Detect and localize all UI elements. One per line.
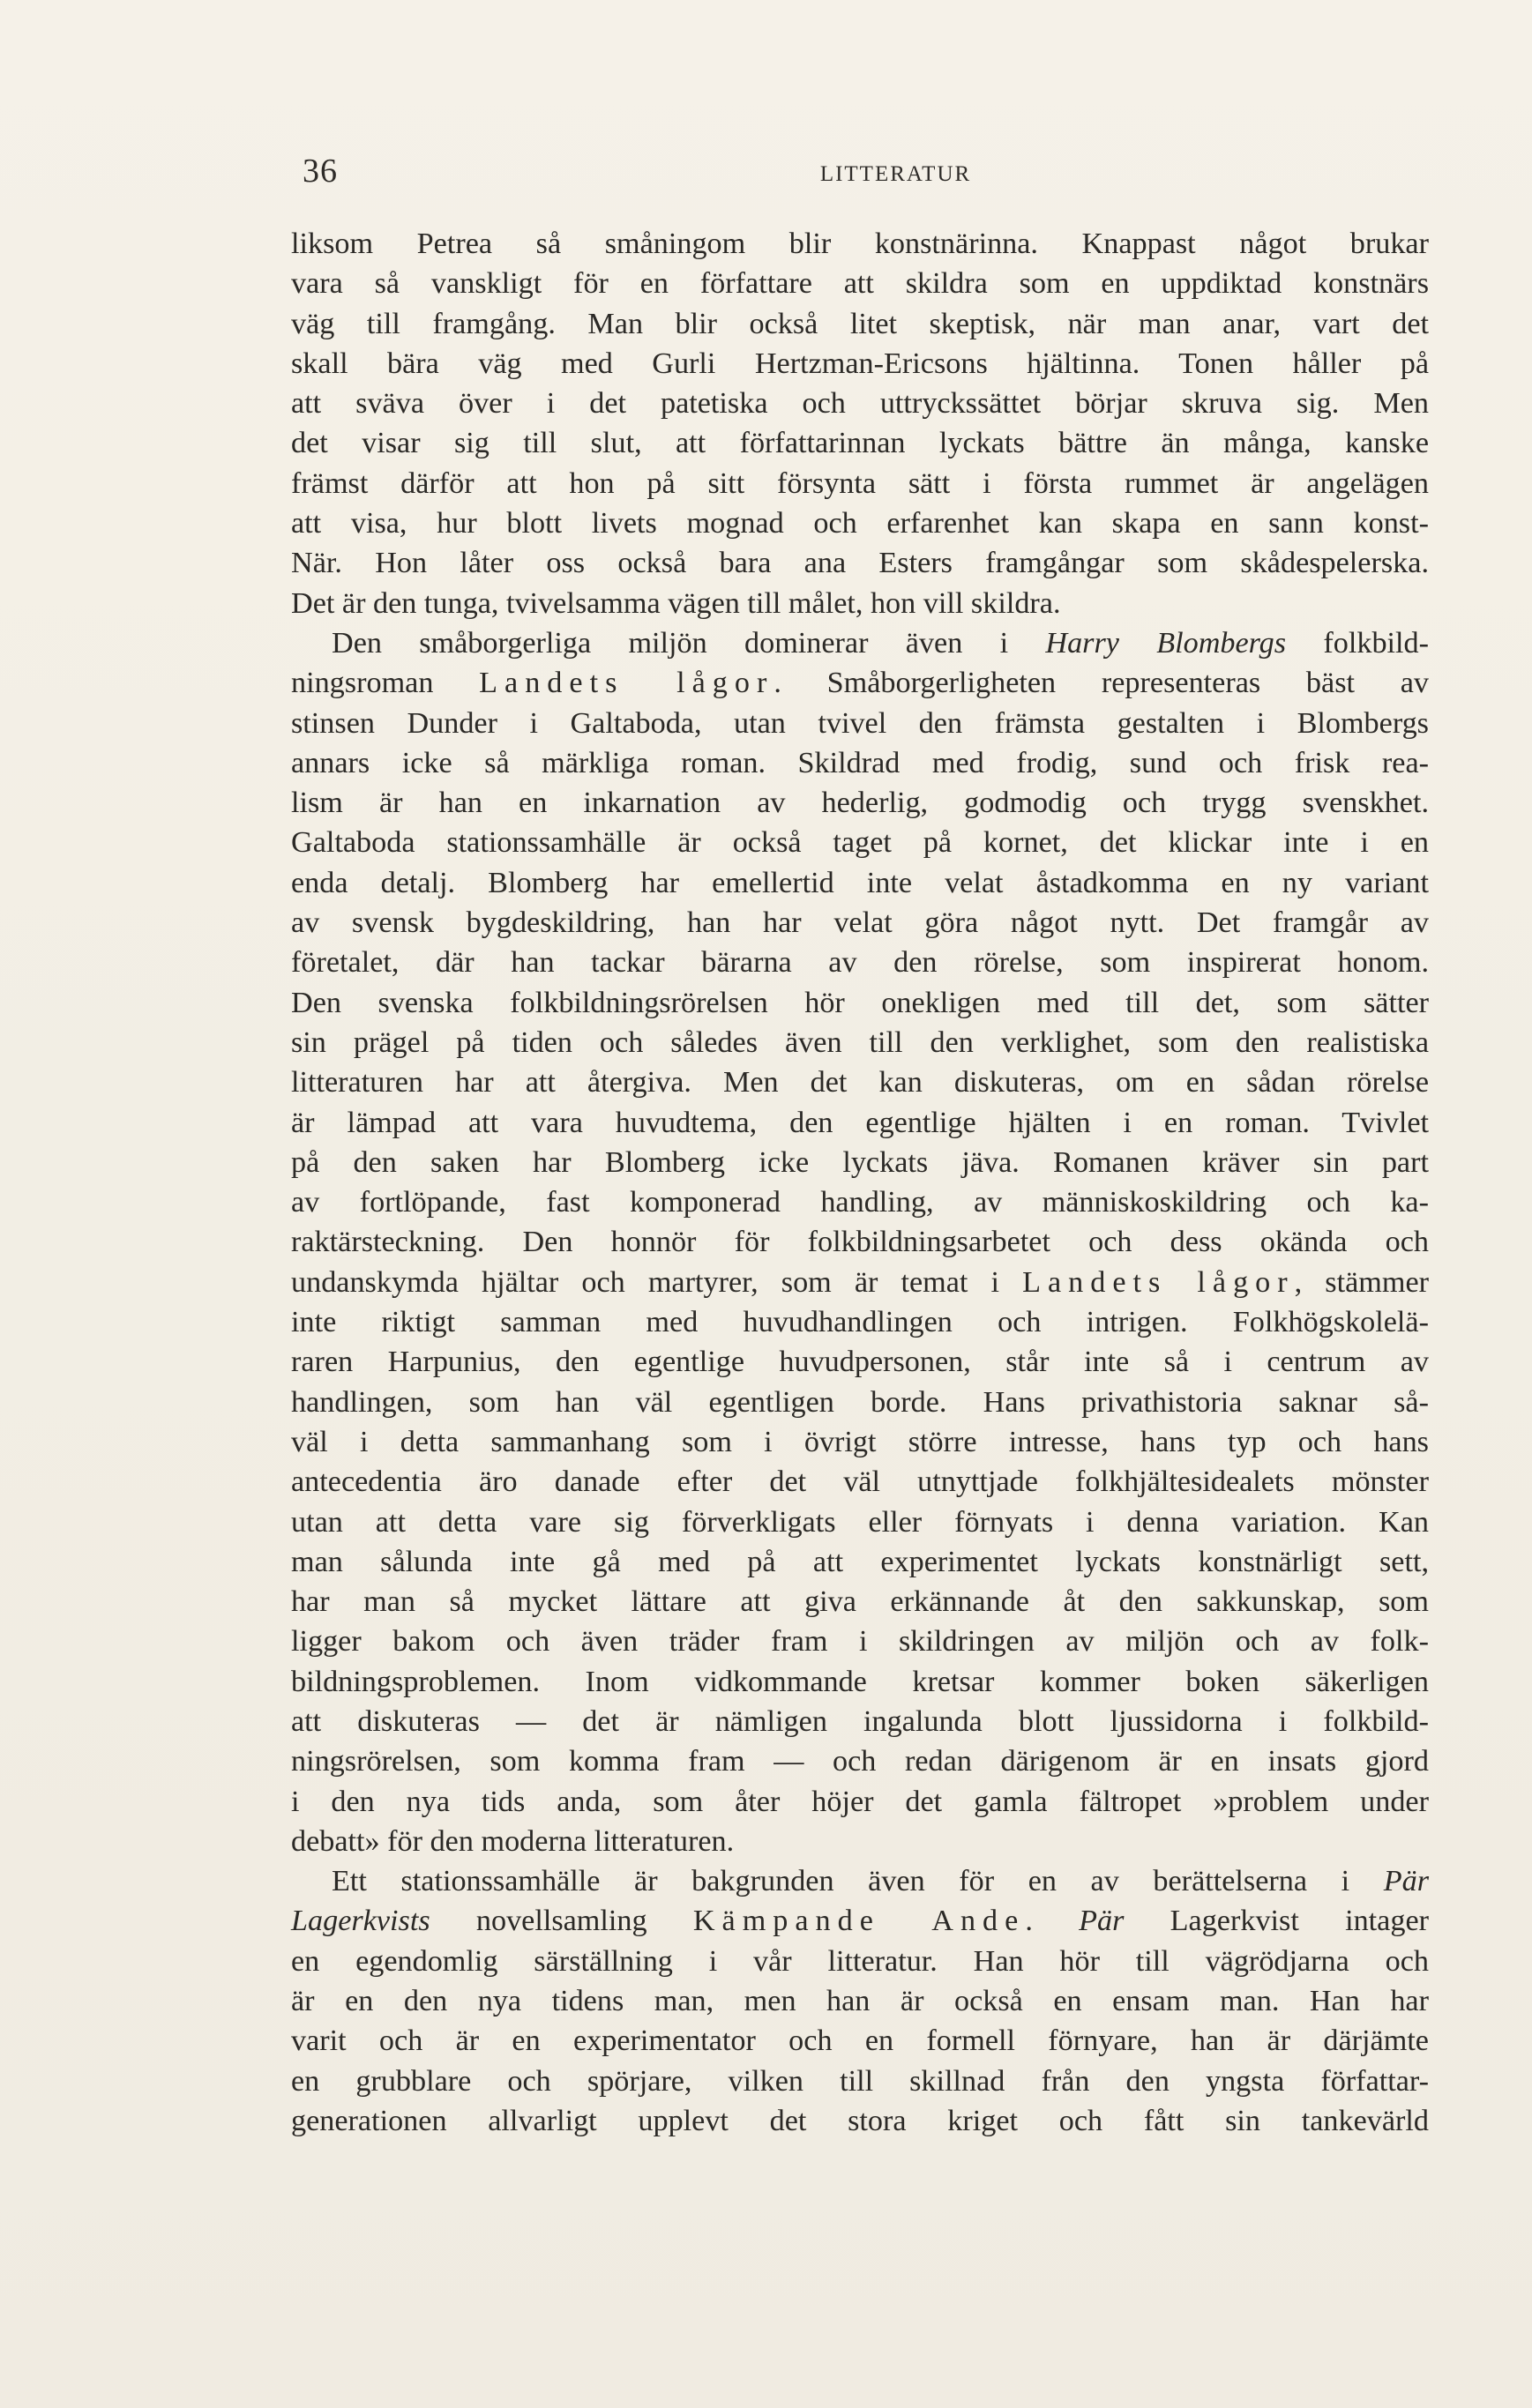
text-line: i den nya tids anda, som åter höjer det gamla fältropet »problem under — [291, 1785, 1429, 1818]
text-line: Det är den tunga, tvivelsamma vägen till målet, hon vill skildra. — [291, 586, 1061, 620]
text-line: väl i detta sammanhang som i övrigt större intresse, hans typ och hans — [291, 1425, 1429, 1458]
text-line: varit och är en experimentator och en formell förnyare, han är därjämte — [291, 2024, 1429, 2058]
text-line: är lämpad att vara huvudtema, den egentlige hjälten i en roman. Tvivlet — [291, 1106, 1429, 1139]
text-line: att visa, hur blott livets mognad och erfarenhet kan skapa en sann konst- — [291, 507, 1429, 540]
text-line: Den svenska folkbildningsrörelsen hör onekligen med till det, som sätter — [291, 986, 1429, 1019]
text-line: företalet, där han tackar bärarna av den rörelse, som inspirerat honom. — [291, 946, 1429, 980]
text-line: främst därför att hon på sitt försynta sätt i första rummet är angelägen — [291, 466, 1429, 500]
text-line: ningsrörelsen, som komma fram — och redan därigenom är en insats gjord — [291, 1745, 1429, 1778]
text-line: man sålunda inte gå med på att experimentet lyckats konstnärligt sett, — [291, 1545, 1429, 1578]
text-line: en grubblare och spörjare, vilken till skillnad från den yngsta författar- — [291, 2064, 1429, 2098]
body-text — [291, 224, 1429, 2141]
text-line: handlingen, som han väl egentligen borde. Hans privathistoria saknar så- — [291, 1385, 1429, 1419]
text-line: enda detalj. Blomberg har emellertid inte velat åstadkomma en ny variant — [291, 866, 1429, 899]
text-line: är en den nya tidens man, men han är också en ensam man. Han har — [291, 1985, 1429, 2018]
text-line: utan att detta vare sig förverkligats eller förnyats i denna variation. Kan — [291, 1505, 1429, 1539]
spaced-title: Kämpande Ande — [692, 1905, 1026, 1938]
text-line: att sväva över i det patetiska och uttryckssättet börjar skruva sig. Men — [291, 387, 1429, 421]
text-line: generationen allvarligt upplevt det stora kriget och fått sin tankevärld — [291, 2104, 1429, 2137]
text-line: bildningsproblemen. Inom vidkommande kretsar kommer boken säkerligen — [291, 1665, 1429, 1698]
text-line: ligger bakom och även träder fram i skildringen av miljön och av folk- — [291, 1625, 1429, 1659]
text-line: stinsen Dunder i Galtaboda, utan tvivel den främsta gestalten i Blombergs — [291, 706, 1429, 740]
text-line: av svensk bygdeskildring, han har velat göra något nytt. Det framgår av — [291, 906, 1429, 940]
page-header — [303, 152, 1436, 196]
italic-name: Pär — [1079, 1905, 1125, 1938]
text-line: det visar sig till slut, att författarinnan lyckats bättre än många, kanske — [291, 427, 1429, 460]
text-line: inte riktigt samman med huvudhandlingen och intrigen. Folkhögskolelä- — [291, 1306, 1429, 1339]
text-line: liksom Petrea så småningom blir konstnärinna. Knappast något brukar — [291, 227, 1429, 260]
spaced-title: Landets lågor — [479, 667, 774, 700]
text-line: skall bära väg med Gurli Hertzman-Ericsons hjältinna. Tonen håller på — [291, 347, 1429, 380]
text-line: har man så mycket lättare att giva erkännande åt den sakkunskap, som — [291, 1585, 1429, 1619]
text-line: debatt» för den moderna litteraturen. — [291, 1824, 735, 1858]
text-line: Ett stationssamhälle är bakgrunden även för en av berättelserna i Pär — [332, 1865, 1429, 1898]
text-line: raren Harpunius, den egentlige huvudpersonen, står inte så i centrum av — [291, 1346, 1429, 1379]
page-number: 36 — [303, 153, 338, 190]
text-line: antecedentia äro danade efter det väl utnyttjade folkhjältesidealets mönster — [291, 1465, 1429, 1499]
text-line: att diskuteras — det är nämligen ingalunda blott ljussidorna i folkbild- — [291, 1704, 1429, 1738]
text-line: När. Hon låter oss också bara ana Esters framgångar som skådespelerska. — [291, 547, 1429, 580]
running-head: LITTERATUR — [819, 162, 972, 186]
text-line: en egendomlig särställning i vår litteratur. Han hör till vägrödjarna och — [291, 1944, 1429, 1978]
italic-name: Lagerkvists — [291, 1905, 430, 1938]
italic-name: Pär — [1383, 1865, 1429, 1898]
text-line: väg till framgång. Man blir också litet skeptisk, när man anar, vart det — [291, 307, 1429, 340]
italic-name: Harry Blombergs — [1045, 626, 1287, 660]
text-line: ningsroman Landets lågor. Småborgerligheten representeras bäst av — [291, 667, 1429, 700]
text-line: Lagerkvists novellsamling Kämpande Ande. Pär Lagerkvist intager — [291, 1905, 1430, 1938]
text-line: vara så vanskligt för en författare att skildra som en uppdiktad konstnärs — [291, 267, 1429, 301]
text-line: annars icke så märkliga roman. Skildrad med frodig, sund och frisk rea- — [291, 746, 1429, 779]
text-line: på den saken har Blomberg icke lyckats jäva. Romanen kräver sin part — [291, 1145, 1429, 1179]
text-line: sin prägel på tiden och således även till den verklighet, som den realistiska — [291, 1025, 1429, 1059]
text-line: raktärsteckning. Den honnör för folkbildningsarbetet och dess okända och — [291, 1226, 1429, 1259]
text-line: av fortlöpande, fast komponerad handling, av människoskildring och ka- — [291, 1186, 1429, 1219]
text-line: undanskymda hjältar och martyrer, som är temat i Landets lågor, stämmer — [291, 1265, 1430, 1299]
text-line: Galtaboda stationssamhälle är också taget på kornet, det klickar inte i en — [291, 826, 1429, 860]
spaced-title: Landets lågor — [1022, 1265, 1295, 1299]
text-line: lism är han en inkarnation av hederlig, godmodig och trygg svenskhet. — [291, 787, 1429, 820]
text-line: litteraturen har att återgiva. Men det kan diskuteras, om en sådan rörelse — [291, 1066, 1429, 1100]
text-line: Den småborgerliga miljön dominerar även i Harry Blombergs folkbild- — [332, 626, 1430, 660]
